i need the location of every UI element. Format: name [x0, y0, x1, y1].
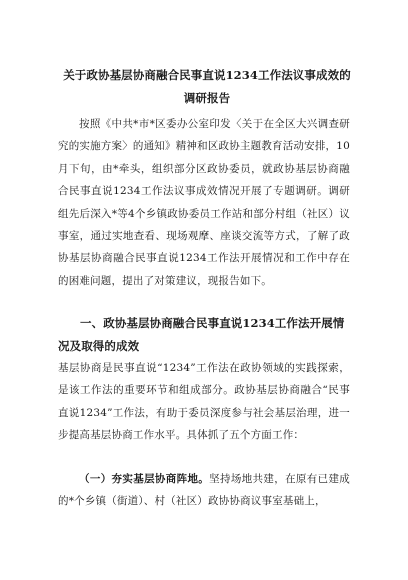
intro-paragraph: 按照《中共*市*区委办公室印发〈关于在全区大兴调查研究的实施方案〉的通知》精神和区政协主题教育活动安排，10月下旬，由*牵头，组织部分区政协委员，就政协基层协商融合民事直说1234工作法议事成效情况开展了专题调研。调研组先后深入*等4个乡镇政协委员工作站和部分村组（社区）议事室，通过实地查看、现场观摩、座谈交流等方式，了解了政协基层协商融合民事直说1234工作法开展情况和工作中存在的困难问题，提出了对策建议，现报告如下。 — [58, 118, 350, 287]
subsection-1-text: 坚持场地共建，在原有已建成的*个乡镇（街道）、村（社区）政协协商议事室基础上， — [58, 473, 350, 508]
section-1-paragraph: 基层协商是民事直说“1234”工作法在政协领域的实践探索，是该工作法的重要环节和组成部分。政协基层协商融合“民事直说1234”工作法，有助于委员深度参与社会基层治理，进一步提高基层协商工作水平。具体抓了五个方面工作： — [58, 362, 350, 442]
section-heading-1: 一、政协基层协商融合民事直说1234工作法开展情况及取得的成效 — [58, 316, 345, 353]
document-title: 关于政协基层协商融合民事直说1234工作法议事成效的调研报告 — [63, 68, 351, 105]
subsection-1-paragraph — [58, 468, 350, 513]
subsection-1-lead: （一）夯实基层协商阵地。 — [79, 473, 210, 485]
